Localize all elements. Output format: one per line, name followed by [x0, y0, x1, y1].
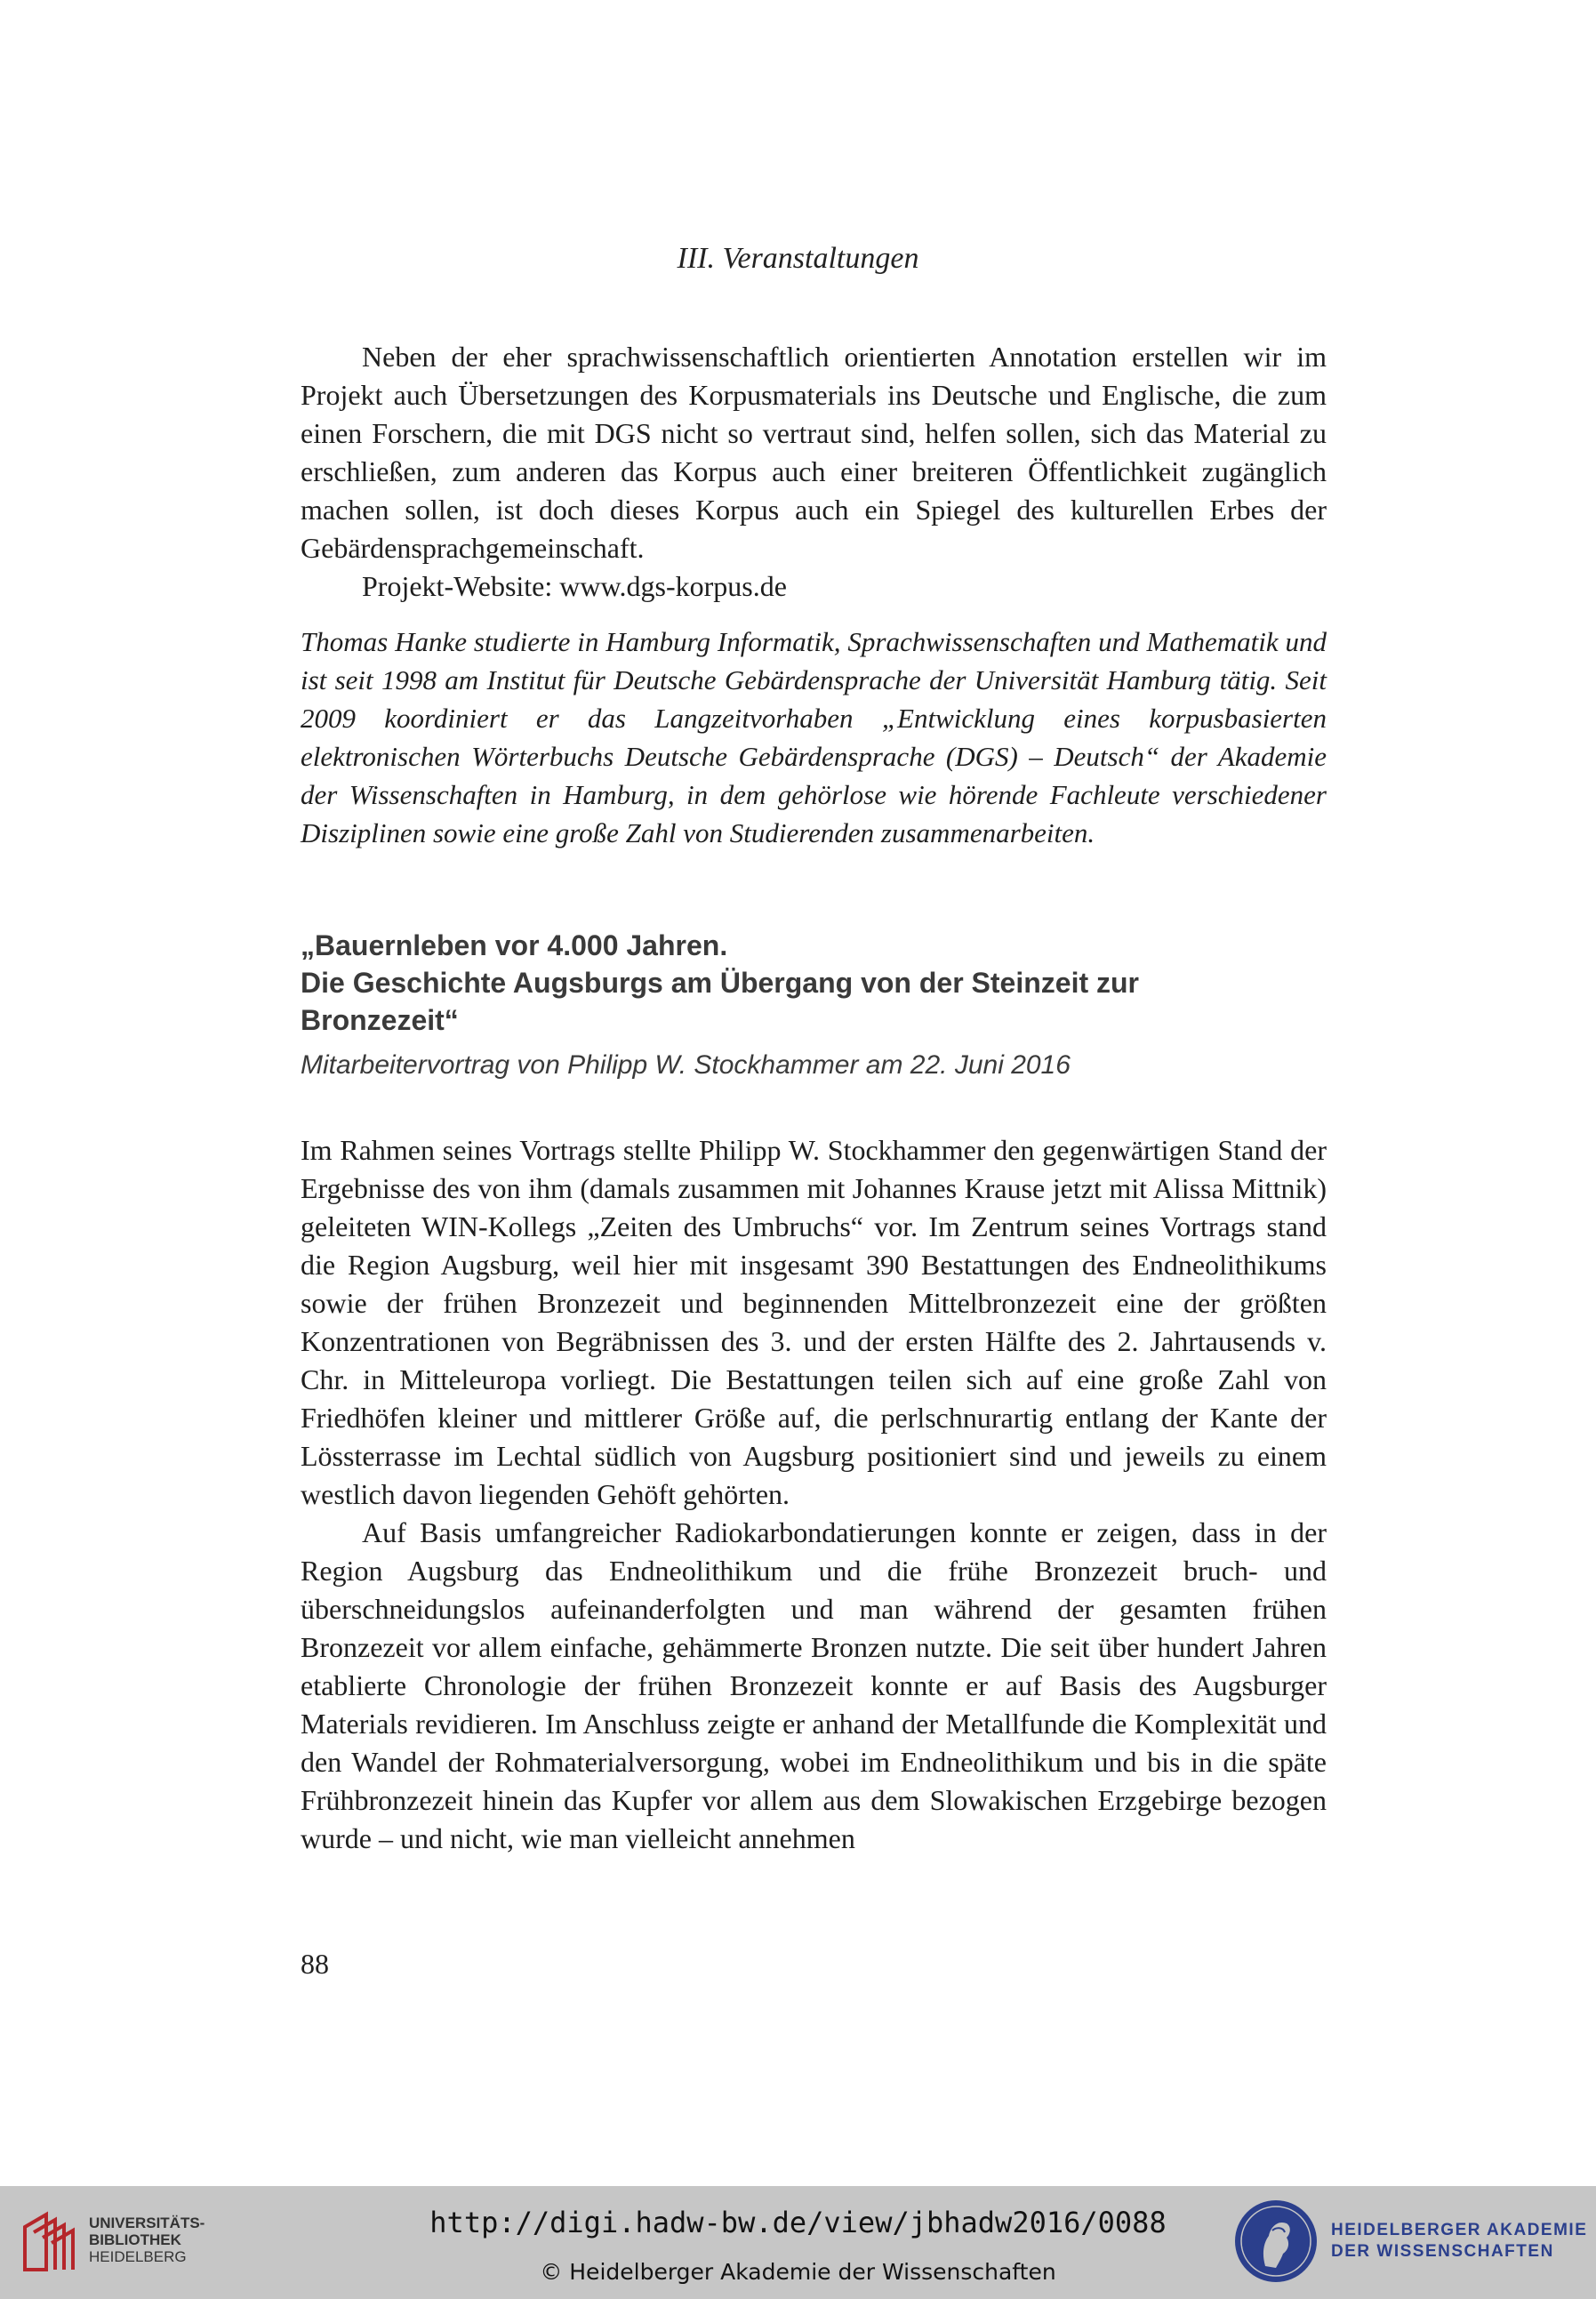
library-line1: UNIVERSITÄTS- — [89, 2215, 205, 2231]
library-line2: BIBLIOTHEK — [89, 2231, 181, 2248]
academy-name — [1331, 2220, 1587, 2263]
article-subtitle: Mitarbeitervortrag von Philipp W. Stockhammer am 22. Juni 2016 — [301, 1050, 1071, 1080]
footer-bar — [0, 2186, 1596, 2299]
body-paragraph: Im Rahmen seines Vortrags stellte Philipp W. Stockhammer den gegenwärtigen Stand der Ergebnisse des von ihm (damals zusammen mit Johannes Krause jetzt mit Alissa Mittnik) geleiteten WIN-Kollegs „Zeiten des Umbruchs“ vor. Im Zentrum seines Vortrags stand die Region Augsburg, weil hier mit insgesamt 390 Bestattungen des Endneolithikums sowie der frühen Bronzezeit und beginnenden Mittelbronzezeit eine der größten Konzentrationen von Begräbnissen des 3. und der ersten Hälfte des 2. Jahrtausends v. Chr. in Mitteleuropa vorliegt. Die Bestattungen teilen sich auf eine große Zahl von Friedhöfen kleiner und mittlerer Größe auf, die perlschnurartig entlang der Kante der Lössterrasse im Lechtal südlich von Augsburg positioniert sind und jeweils zu einem westlich davon liegenden Gehöft gehörten. — [301, 1134, 1327, 1510]
academy-line1: HEIDELBERGER AKADEMIE — [1331, 2221, 1588, 2239]
source-url-link[interactable]: http://digi.hadw-bw.de/view/jbhadw2016/0088 — [429, 2206, 1167, 2239]
section-stockhammer — [301, 927, 1327, 1083]
page-number: 88 — [301, 1948, 329, 1980]
academy-line2: DER WISSENSCHAFTEN — [1331, 2242, 1554, 2261]
copyright-notice: © Heidelberger Akademie der Wissenschaften — [540, 2259, 1056, 2285]
academy-seal-icon — [1231, 2197, 1320, 2286]
section-stockhammer-body — [301, 1131, 1327, 1858]
article-title-line1: „Bauernleben vor 4.000 Jahren. — [301, 929, 728, 961]
library-line3: HEIDELBERG — [89, 2248, 187, 2265]
author-bio — [301, 623, 1327, 852]
body-paragraph: Auf Basis umfangreicher Radiokarbondatierungen konnte er zeigen, dass in der Region Augsburg das Endneolithikum und die frühe Bronzezeit bruch- und überschneidungslos aufeinanderfolgten und man während der gesamten frühen Bronzezeit vor allem einfache, gehämmerte Bronzen nutzte. Die seit über hundert Jahren etablierte Chronologie der frühen Bronzezeit konnte er auf Basis des Augsburger Materials revidieren. Im Anschluss zeigte er anhand der Metallfunde die Komplexität und den Wandel der Rohmaterialversorgung, wobei im Endneolithikum und bis in die späte Frühbronzezeit hinein das Kupfer vor allem aus dem Slowakischen Erzgebirge bezogen wurde – und nicht, wie man vielleicht annehmen — [301, 1516, 1327, 1854]
article-title-line2: Die Geschichte Augsburgs am Übergang von der Steinzeit zur Bronzezeit“ — [301, 967, 1139, 1036]
project-website: Projekt-Website: www.dgs-korpus.de — [362, 570, 787, 602]
section-hanke — [301, 338, 1327, 606]
running-header: III. Veranstaltungen — [677, 242, 919, 275]
body-paragraph: Neben der eher sprachwissenschaftlich orientierten Annotation erstellen wir im Projekt auch Übersetzungen des Korpusmaterials ins Deutsche und Englische, die zum einen Forschern, die mit DGS nicht so vertraut sind, helfen sollen, sich das Material zu erschließen, zum anderen das Korpus auch einer breiteren Öffentlichkeit zugänglich machen sollen, ist doch dieses Korpus auch ein Spiegel des kulturellen Erbes der Gebärdensprachgemeinschaft. — [301, 341, 1327, 564]
bio-text: Thomas Hanke studierte in Hamburg Informatik, Sprachwissenschaften und Mathematik und ist seit 1998 am Institut für Deutsche Gebärdensprache der Universität Hamburg tätig. Seit 2009 koordiniert er das Langzeitvorhaben „Entwicklung eines korpusbasierten elektronischen Wörterbuchs Deutsche Gebärdensprache (DGS) – Deutsch“ der Akademie der Wissenschaften in Hamburg, in dem gehörlose wie hörende Fachleute verschiedener Disziplinen sowie eine große Zahl von Studierenden zusammenarbeiten. — [301, 626, 1327, 848]
